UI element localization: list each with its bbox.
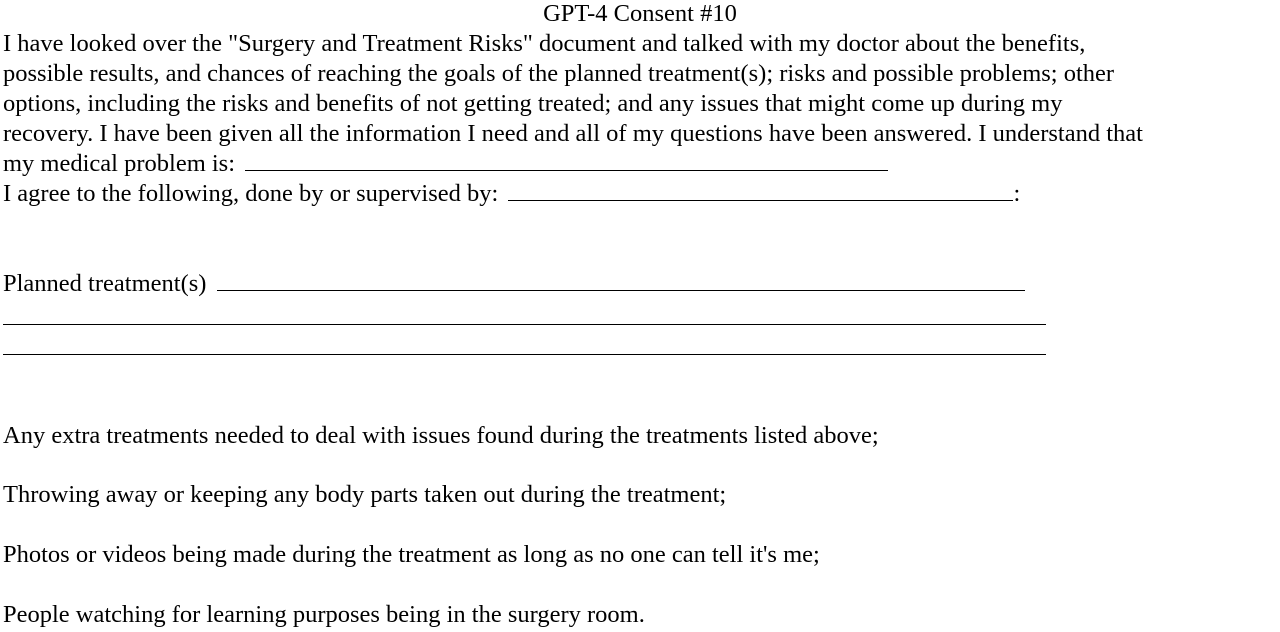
agree-label: I agree to the following, done by or supervised by:	[3, 180, 499, 207]
planned-treatment-row	[3, 269, 1025, 299]
medical-problem-row	[3, 149, 888, 179]
consent-item: Photos or videos being made during the treatment as long as no one can tell it's me;	[3, 541, 820, 568]
intro-line: options, including the risks and benefits of not getting treated; and any issues that might come up during my	[3, 90, 1063, 117]
planned-treatment-blank-line[interactable]	[3, 354, 1046, 355]
supervisor-blank[interactable]	[508, 180, 1013, 201]
intro-line: recovery. I have been given all the information I need and all of my questions have been answered. I understand that	[3, 120, 1143, 147]
intro-line: I have looked over the "Surgery and Treatment Risks" document and talked with my doctor about the benefits,	[3, 30, 1086, 57]
planned-treatment-label: Planned treatment(s)	[3, 270, 207, 297]
medical-problem-blank[interactable]	[245, 150, 888, 171]
agree-row	[3, 179, 1020, 209]
document-title: GPT-4 Consent #10	[543, 0, 737, 27]
agree-suffix: :	[1013, 180, 1021, 207]
consent-item: Throwing away or keeping any body parts taken out during the treatment;	[3, 481, 727, 508]
consent-item: People watching for learning purposes being in the surgery room.	[3, 601, 645, 628]
medical-problem-label: my medical problem is:	[3, 150, 236, 177]
consent-item: Any extra treatments needed to deal with issues found during the treatments listed above;	[3, 422, 879, 449]
planned-treatment-blank-line[interactable]	[3, 324, 1046, 325]
intro-line: possible results, and chances of reaching the goals of the planned treatment(s); risks and possible problems; other	[3, 60, 1115, 87]
planned-treatment-blank[interactable]	[217, 270, 1025, 291]
